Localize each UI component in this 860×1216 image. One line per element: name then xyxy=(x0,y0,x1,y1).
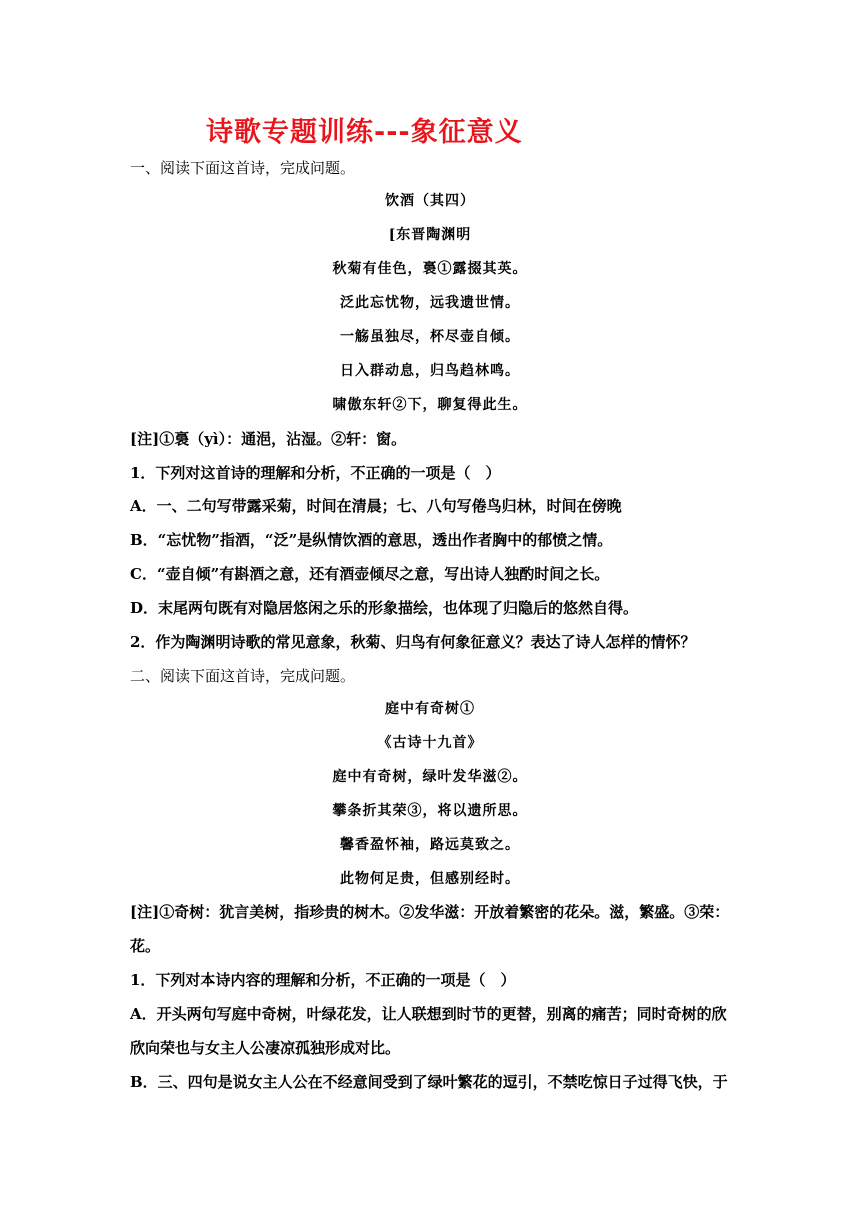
poem1-line: 泛此忘忧物，远我遗世情。 xyxy=(340,295,520,311)
poem1-line: 啸傲东轩②下，聊复得此生。 xyxy=(332,397,528,413)
poem2-line: 馨香盈怀袖，路远莫致之。 xyxy=(340,837,520,853)
option-a: A．开头两句写庭中奇树，叶绿花发，让人联想到时节的更替，别离的痛苦；同时奇树的欣 xyxy=(130,1005,727,1023)
option-d: D．末尾两句既有对隐居悠闲之乐的形象描绘，也体现了归隐后的悠然自得。 xyxy=(130,599,639,617)
poem2-note: [注]①奇树：犹言美树，指珍贵的树木。②发华滋：开放着繁密的花朵。滋，繁盛。③荣： xyxy=(130,903,730,921)
poem2-line: 庭中有奇树，绿叶发华滋②。 xyxy=(332,769,528,785)
poem1-author: [东晋陶渊明 xyxy=(388,227,472,243)
poem2-line: 此物何足贵，但感别经时。 xyxy=(340,871,520,887)
poem2-title: 庭中有奇树① xyxy=(385,701,475,717)
question-2: 2．作为陶渊明诗歌的常见意象，秋菊、归鸟有何象征意义？表达了诗人怎样的情怀？ xyxy=(130,633,696,651)
question-1: 1．下列对这首诗的理解和分析，不正确的一项是（ ） xyxy=(130,464,501,482)
poem1-line: 秋菊有佳色，裛①露掇其英。 xyxy=(332,261,528,277)
option-b: B．“忘忧物”指酒，“泛”是纵情饮酒的意思，透出作者胸中的郁愤之情。 xyxy=(130,531,613,549)
option-a: A．一、二句写带露采菊，时间在清晨；七、八句写倦鸟归林，时间在傍晚 xyxy=(130,497,622,515)
poem1-line: 一觞虽独尽，杯尽壶自倾。 xyxy=(340,329,520,345)
option-b: B．三、四句是说女主人公在不经意间受到了绿叶繁花的逗引，不禁吃惊日子过得飞快，于 xyxy=(130,1073,728,1091)
poem1-note: [注]①裛（yì）：通浥，沾湿。②轩：窗。 xyxy=(130,430,407,448)
poem1-line: 日入群动息，归鸟趋林鸣。 xyxy=(340,363,520,379)
question-1: 1．下列对本诗内容的理解和分析，不正确的一项是（ ） xyxy=(130,971,516,989)
poem2-line: 攀条折其荣③，将以遗所思。 xyxy=(332,803,528,819)
section1-heading: 一、阅读下面这首诗，完成问题。 xyxy=(130,159,356,177)
section2-heading: 二、阅读下面这首诗，完成问题。 xyxy=(130,667,356,685)
option-c: C．“壶自倾”有斟酒之意，还有酒壶倾尽之意，写出诗人独酌时间之长。 xyxy=(130,565,610,583)
document-title: 诗歌专题训练---象征意义 xyxy=(206,117,523,148)
poem2-note-cont: 花。 xyxy=(130,937,161,955)
poem1-title: 饮酒（其四） xyxy=(385,193,475,209)
poem2-author: 《古诗十九首》 xyxy=(377,735,483,751)
option-a-cont: 欣向荣也与女主人公凄凉孤独形成对比。 xyxy=(130,1039,401,1057)
